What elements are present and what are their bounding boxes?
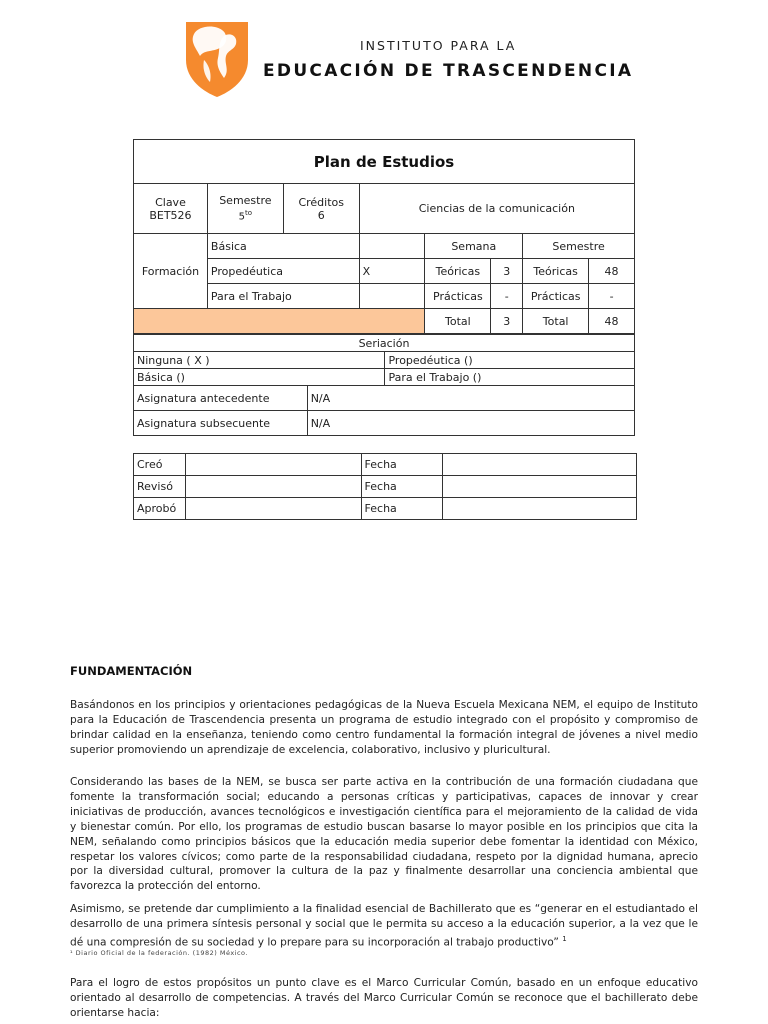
clave-value: BET526 <box>149 208 192 222</box>
creo-value <box>185 454 361 476</box>
seriacion-table <box>133 334 635 436</box>
semestre-teoricas-value: 48 <box>589 259 635 284</box>
semana-header: Semana <box>425 234 523 259</box>
plan-table <box>133 139 635 334</box>
antecedente-value: N/A <box>307 386 634 411</box>
subject-name: Ciencias de la comunicación <box>359 184 634 234</box>
aprobo-value <box>185 498 361 520</box>
creo-label: Creó <box>134 454 186 476</box>
signatures-table <box>133 453 637 520</box>
semana-practicas-label: Prácticas <box>425 284 491 309</box>
semana-total-label: Total <box>425 309 491 334</box>
seriacion-trabajo: Para el Trabajo () <box>385 369 635 386</box>
basica-mark <box>359 234 425 259</box>
semestre-total-label: Total <box>523 309 589 334</box>
subsecuente-value: N/A <box>307 411 634 436</box>
semestre-practicas-value: - <box>589 284 635 309</box>
semestre-practicas-label: Prácticas <box>523 284 589 309</box>
trabajo-label: Para el Trabajo <box>207 284 359 309</box>
reviso-fecha-label: Fecha <box>361 476 443 498</box>
seriacion-basica: Básica () <box>134 369 385 386</box>
seriacion-title: Seriación <box>134 335 635 352</box>
seriacion-propedeutica: Propedéutica () <box>385 352 635 369</box>
aprobo-label: Aprobó <box>134 498 186 520</box>
seriacion-ninguna: Ninguna ( X ) <box>134 352 385 369</box>
aprobo-fecha-value <box>443 498 637 520</box>
semana-teoricas-value: 3 <box>491 259 523 284</box>
institute-logo-icon <box>184 20 250 98</box>
semestre-header: Semestre <box>523 234 635 259</box>
semestre-value: $5^{to}$ <box>238 208 253 223</box>
creo-fecha-label: Fecha <box>361 454 443 476</box>
semana-teoricas-label: Teóricas <box>425 259 491 284</box>
institute-name-line1: INSTITUTO PARA LA <box>360 38 517 53</box>
footnote: ¹ Diario Oficial de la federación. (1982) México. <box>70 949 248 957</box>
paragraph-4: Para el logro de estos propósitos un punto clave es el Marco Curricular Común, basado en un enfoque educativo orientado al desarrollo de competencias. A través del Marco Curricular Común se reconoce que el bachillerato debe orientarse hacia: <box>70 977 698 1019</box>
creditos-cell <box>283 184 359 234</box>
reviso-value <box>185 476 361 498</box>
semestre-total-value: 48 <box>589 309 635 334</box>
trabajo-mark <box>359 284 425 309</box>
clave-label: Clave <box>155 195 186 209</box>
section-title: FUNDAMENTACIÓN <box>70 664 193 678</box>
paragraph-1: Basándonos en los principios y orientaciones pedagógicas de la Nueva Escuela Mexicana NEM, el equipo de Instituto para la Educación de Trascendencia presenta un programa de estudio integrado con el propósito y compromiso de brindar calidad en la enseñanza, teniendo como centro fundamental la formación integral de jóvenes a nivel medio superior promoviendo un aprendizaje de excelencia, colaborativo, inclusivo y pluricultural. <box>70 699 698 756</box>
formacion-label: Formación <box>134 234 208 309</box>
paragraph-2: Considerando las bases de la NEM, se busca ser parte activa en la contribución de una formación ciudadana que fomente la transformación social; educando a personas críticas y participativas, capaces de innovar y crear iniciativas de producción, avances tecnológicos e investigación científica para el mejoramiento de la calidad de vida y bienestar común. Por ello, los programas de estudio buscan basarse lo mayor posible en los principios que cita la NEM, señalando como principios básicos que la educación media superior debe fomentar la identidad con México, respetar los valores cívicos; como parte de la responsabilidad ciudadana, respeto por la dignidad humana, aprecio por la diversidad cultural, promover la cultura de la paz y finalmente desarrollar una conciencia ambiental que favorezca la protección del entorno. <box>70 776 698 893</box>
institute-name-line2: EDUCACIÓN DE TRASCENDENCIA <box>263 61 634 81</box>
propedeutica-label: Propedéutica <box>207 259 359 284</box>
subsecuente-label: Asignatura subsecuente <box>134 411 308 436</box>
reviso-label: Revisó <box>134 476 186 498</box>
semestre-teoricas-label: Teóricas <box>523 259 589 284</box>
semestre-cell <box>207 184 283 234</box>
creditos-value: 6 <box>317 208 325 222</box>
highlight-cell <box>134 309 425 334</box>
footnote-ref: 1 <box>562 934 567 943</box>
plan-title: Plan de Estudios <box>134 140 635 184</box>
creo-fecha-value <box>443 454 637 476</box>
basica-label: Básica <box>207 234 359 259</box>
semana-total-value: 3 <box>491 309 523 334</box>
paragraph-3-text: Asimismo, se pretende dar cumplimiento a la finalidad esencial de Bachillerato que es “generar en el estudiantado el desarrollo de una primera síntesis personal y social que le permita su acceso a la educación superior, a la vez que le dé una compresión de su sociedad y lo prepare para su incorporación al trabajo productivo” <box>70 903 698 949</box>
creditos-label: Créditos <box>298 195 344 209</box>
paragraph-3 <box>70 902 698 950</box>
aprobo-fecha-label: Fecha <box>361 498 443 520</box>
semana-practicas-value: - <box>491 284 523 309</box>
propedeutica-mark: X <box>359 259 425 284</box>
antecedente-label: Asignatura antecedente <box>134 386 308 411</box>
reviso-fecha-value <box>443 476 637 498</box>
semestre-label: Semestre <box>219 193 272 207</box>
clave-cell <box>134 184 208 234</box>
